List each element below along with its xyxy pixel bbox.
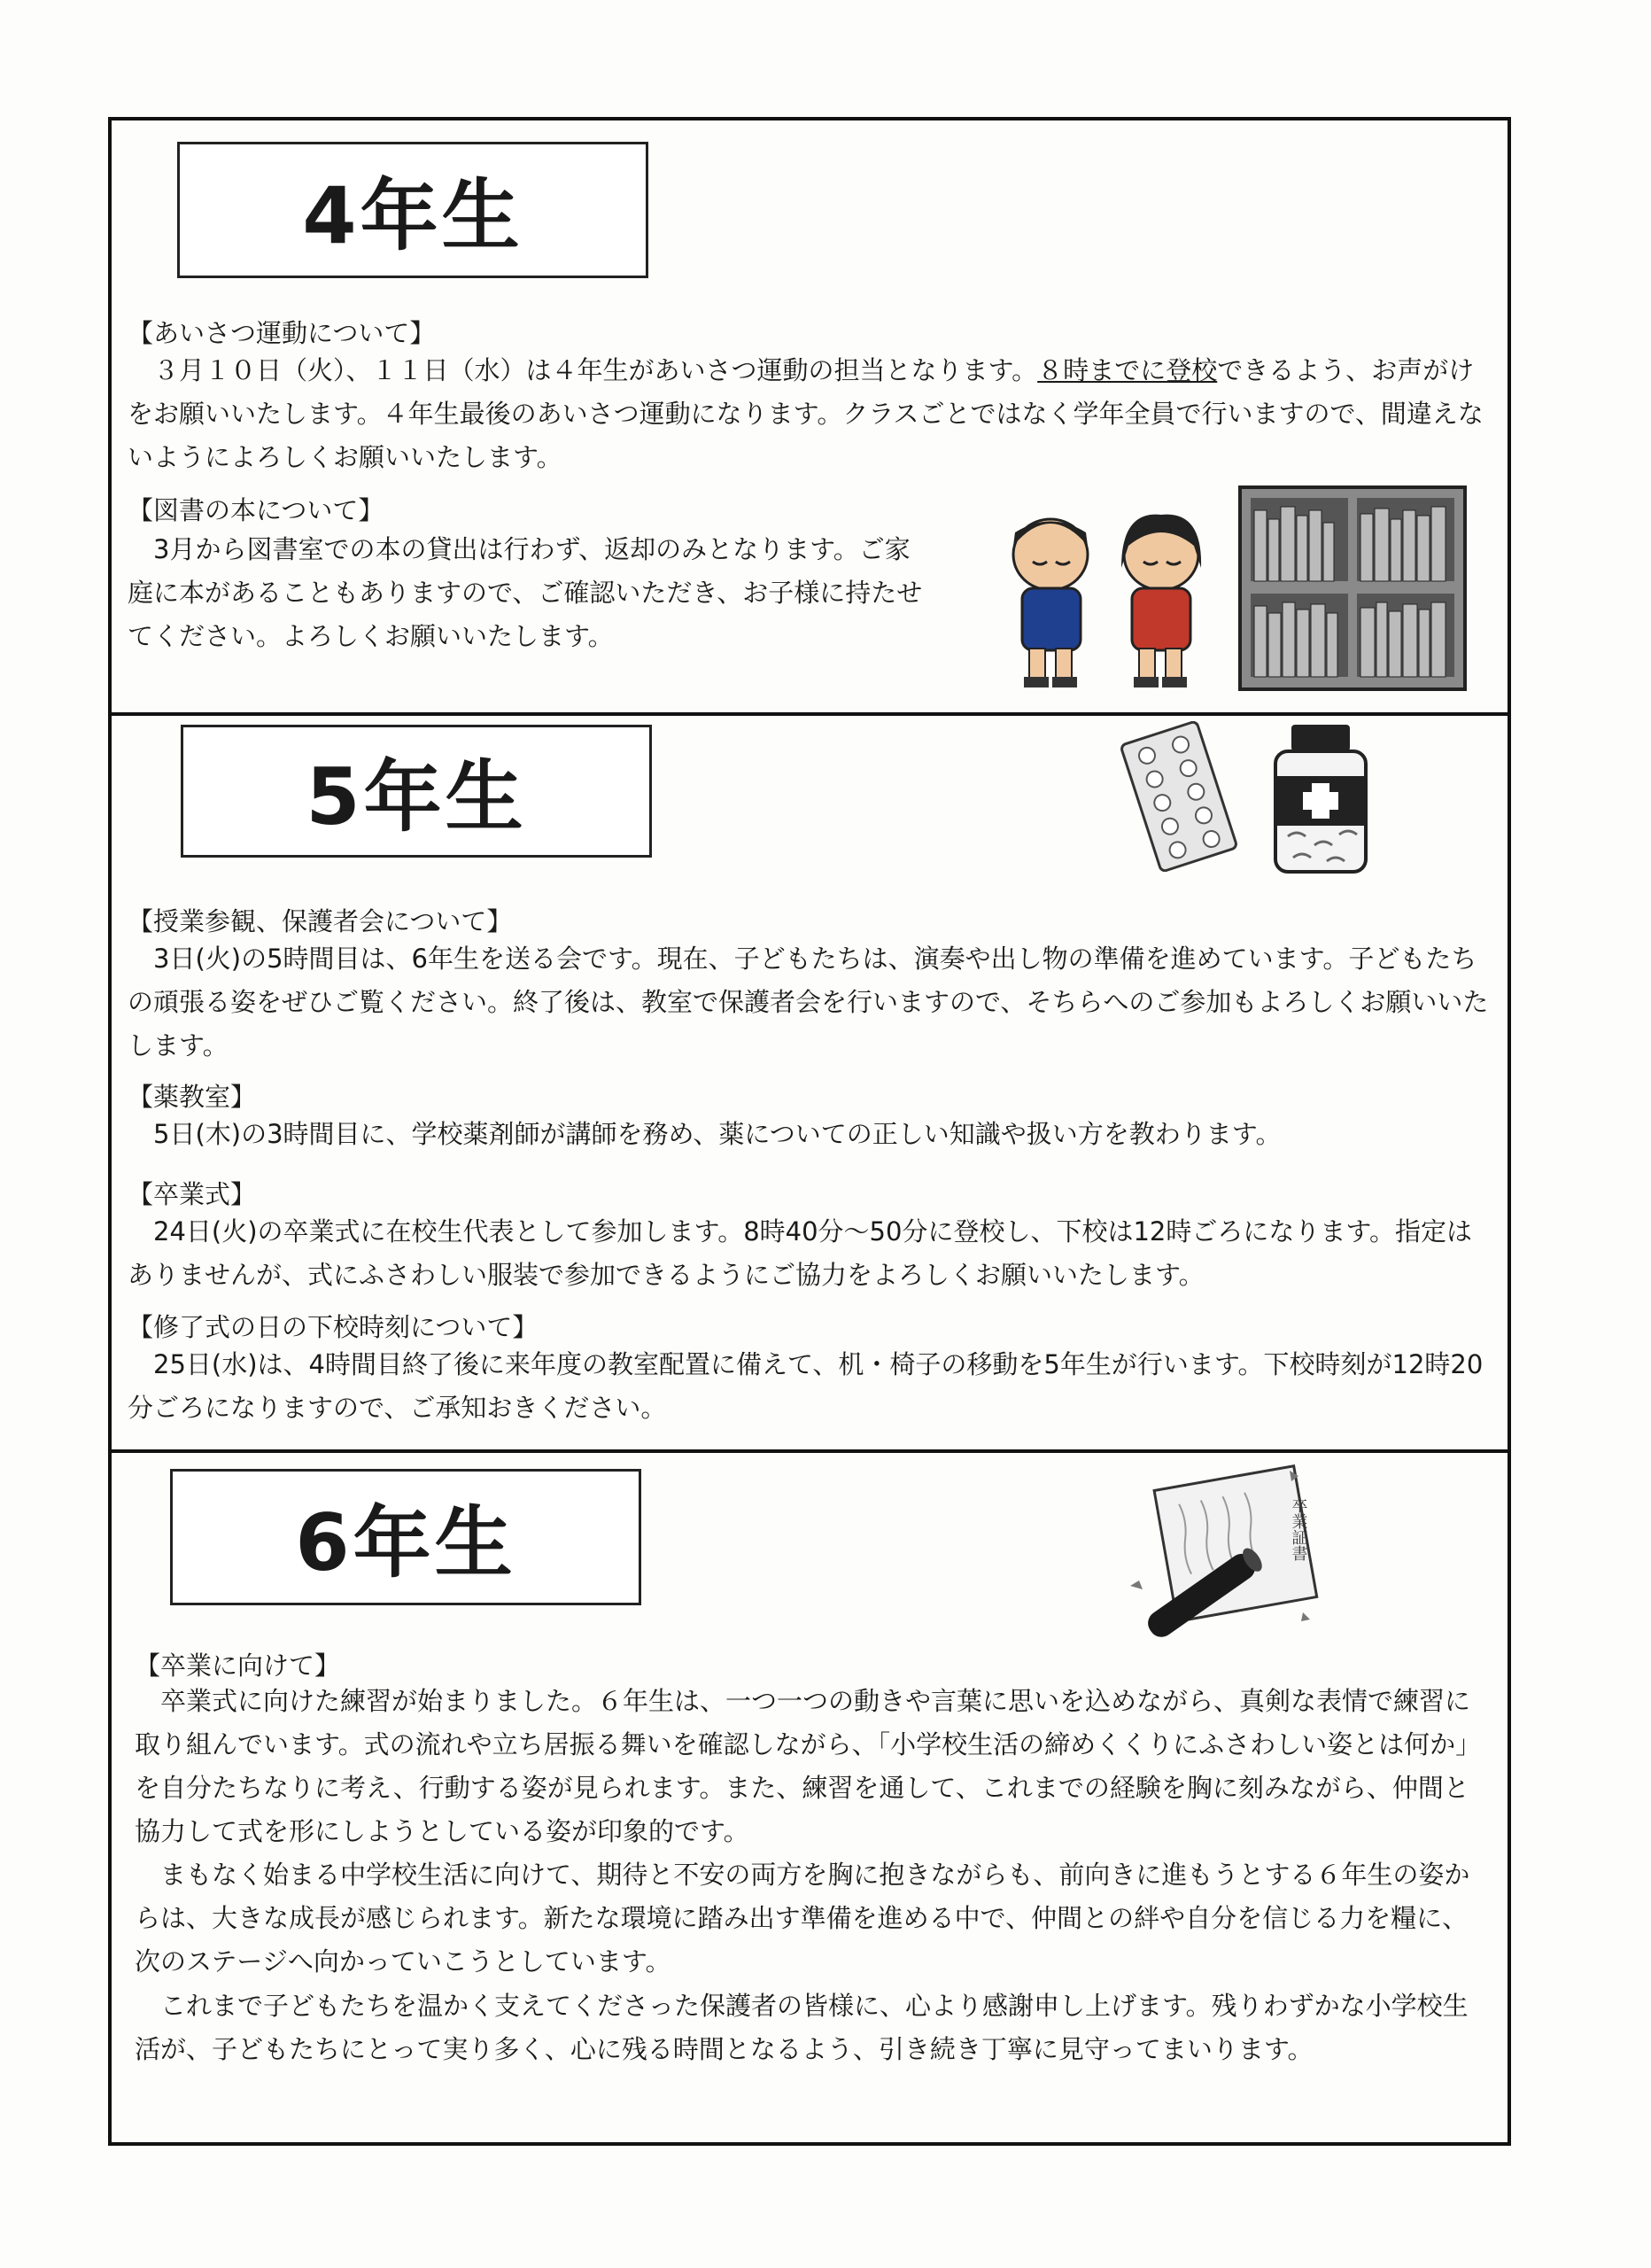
bowing-children-illustration — [997, 484, 1228, 696]
grade6-title-box — [170, 1469, 641, 1605]
greeting-text-part1: ３月１０日（火）、１１日（水）は４年生があいさつ運動の担当となります。 — [153, 355, 1038, 385]
library-text: 3月から図書室での本の貸出は行わず、返却のみとなります。ご家庭に本があることもありますので、ご確認いただき、お子様に持たせてください。よろしくお願いいたします。 — [128, 534, 923, 651]
graduation-prep-p3: これまで子どもたちを温かく支えてくださった保護者の皆様に、心より感謝申し上げます。残りわずかな小学校生活が、子どもたちにとって実り多く、心に残る時間となるよう、引き続き丁寧に見守ってまいります。 — [135, 1991, 1469, 2064]
grade4-section — [112, 120, 1508, 716]
closing-ceremony-text: 25日(水)は、4時間目終了後に来年度の教室配置に備えて、机・椅子の移動を5年生が行います。下校時刻が12時20分ごろになりますので、ご承知おきください。 — [128, 1349, 1484, 1423]
library-heading: 【図書の本について】 — [128, 495, 384, 525]
boy-figure — [1013, 519, 1088, 687]
grade6-title: 6年生 — [295, 1497, 516, 1588]
graduation-prep-heading: 【卒業に向けて】 — [135, 1651, 341, 1681]
graduation-ceremony-heading: 【卒業式】 — [128, 1179, 257, 1209]
medicine-text: 5日(木)の3時間目に、学校薬剤師が講師を務め、薬についての正しい知識や扱い方を教わります。 — [153, 1119, 1282, 1149]
medicine-bottle-illustration — [1263, 721, 1378, 877]
medicine-heading: 【薬教室】 — [128, 1082, 257, 1112]
bookshelf-illustration — [1236, 484, 1469, 693]
greeting-heading: 【あいさつ運動について】 — [128, 318, 436, 348]
newsletter-frame — [108, 117, 1511, 2146]
observation-heading: 【授業参観、保護者会について】 — [128, 906, 513, 936]
greeting-text-underlined: ８時までに登校 — [1037, 355, 1218, 385]
diploma-label: 卒業証書 — [1289, 1497, 1308, 1561]
grade6-section — [112, 1453, 1508, 2142]
grade4-title-box — [177, 142, 648, 278]
diploma-illustration — [1121, 1462, 1325, 1639]
closing-ceremony-heading: 【修了式の日の下校時刻について】 — [128, 1312, 539, 1342]
pill-pack-illustration — [1112, 721, 1245, 872]
observation-text: 3日(火)の5時間目は、6年生を送る会です。現在、子どもたちは、演奏や出し物の準備を進めています。子どもたちの頑張る姿をぜひご覧ください。終了後は、教室で保護者会を行いますので、そちらへのご参加もよろしくお願いいたします。 — [128, 944, 1489, 1060]
graduation-prep-p2: まもなく始まる中学校生活に向けて、期待と不安の両方を胸に抱きながらも、前向きに進もうとする６年生の姿からは、大きな成長が感じられます。新たな環境に踏み出す準備を進める中で、仲間との絆や自分を信じる力を糧に、次のステージへ向かっていこうとしています。 — [135, 1860, 1470, 1977]
graduation-prep-p1: 卒業式に向けた練習が始まりました。６年生は、一つ一つの動きや言葉に思いを込めながら、真剣な表情で練習に取り組んでいます。式の流れや立ち居振る舞いを確認しながら、「小学校生活の締めくくりにふさわしい姿とは何か」を自分たちなりに考え、行動する姿が見られます。また、練習を通して、これまでの経験を胸に刻みながら、仲間と協力して式を形にしようとしている姿が印象的です。 — [135, 1686, 1482, 1846]
grade5-title-box — [181, 725, 652, 858]
greeting-text-part2: できるよう、お声がけをお願いいたします。４年生最後のあいさつ運動になります。クラスごとではなく学年全員で行いますので、間違えないようによろしくお願いいたします。 — [128, 355, 1484, 472]
grade5-title: 5年生 — [306, 751, 527, 843]
grade5-section — [112, 716, 1508, 1453]
graduation-ceremony-text: 24日(火)の卒業式に在校生代表として参加します。8時40分～50分に登校し、下校は12時ごろになります。指定はありませんが、式にふさわしい服装で参加できるようにご協力をよろしくお願いいたします。 — [128, 1216, 1473, 1290]
grade4-title: 4年生 — [302, 170, 523, 261]
girl-figure — [1121, 515, 1201, 687]
greeting-text — [128, 349, 1492, 479]
